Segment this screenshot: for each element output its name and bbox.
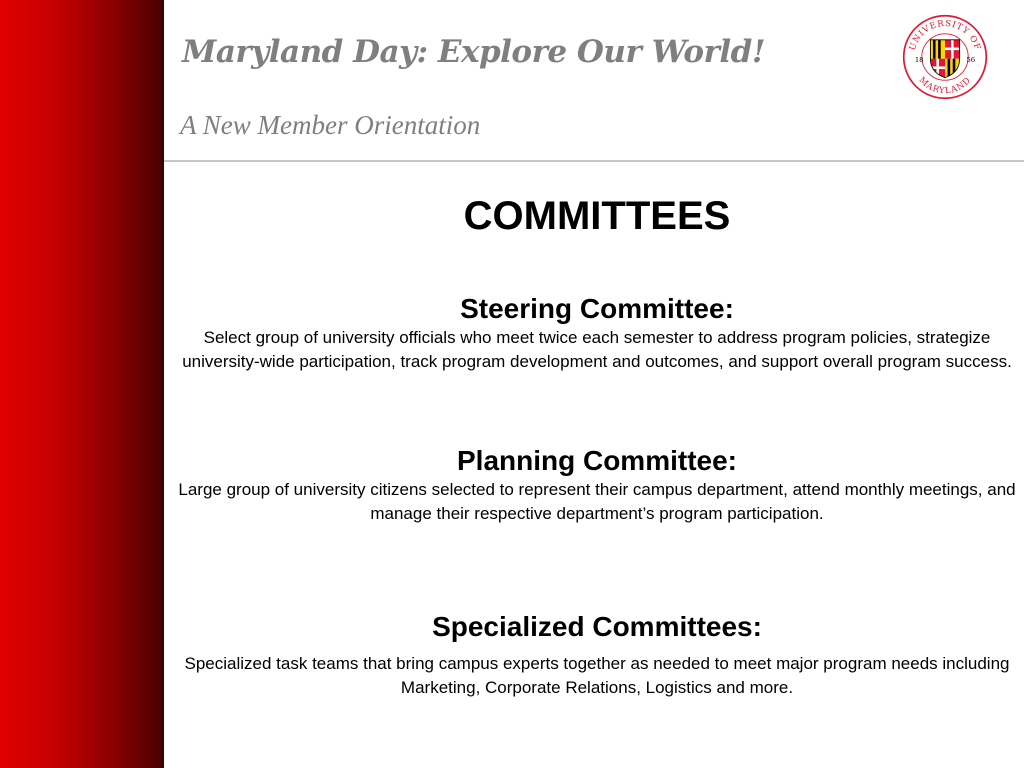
red-sidebar xyxy=(0,0,162,768)
planning-committee-heading: Planning Committee: xyxy=(456,445,737,476)
committees-heading: COMMITTEES xyxy=(463,194,731,238)
page-title: Maryland Day: Explore Our World! xyxy=(182,34,765,70)
sidebar-edge xyxy=(162,0,164,768)
seal-top-text: UNIVERSITY OF xyxy=(907,18,983,52)
seal-year-right: 56 xyxy=(966,56,976,65)
steering-committee-section xyxy=(170,292,1024,374)
specialized-committees-description: Specialized task teams that bring campus experts together as needed to meet major program needs including Marketing, Corporate Relations, Logistics and more. xyxy=(184,654,1010,697)
steering-committee-heading: Steering Committee: xyxy=(460,293,734,324)
specialized-committees-section xyxy=(170,610,1024,700)
planning-committee-description: Large group of university citizens selected to represent their campus department, attend monthly meetings, and manage their respective department’s program participation. xyxy=(178,480,1016,523)
seal-year-left: 18 xyxy=(914,56,924,65)
seal-bottom-text: MARYLAND xyxy=(916,75,974,97)
committees-content xyxy=(170,192,1024,700)
steering-committee-description: Select group of university officials who meet twice each semester to address program policies, strategize university-wide participation, track program development and outcomes, and support overall program success. xyxy=(182,328,1012,371)
header-divider xyxy=(164,160,1024,162)
university-seal-logo xyxy=(902,14,988,100)
page-subtitle: A New Member Orientation xyxy=(180,110,481,140)
planning-committee-section xyxy=(170,444,1024,526)
specialized-committees-heading: Specialized Committees: xyxy=(432,611,762,642)
